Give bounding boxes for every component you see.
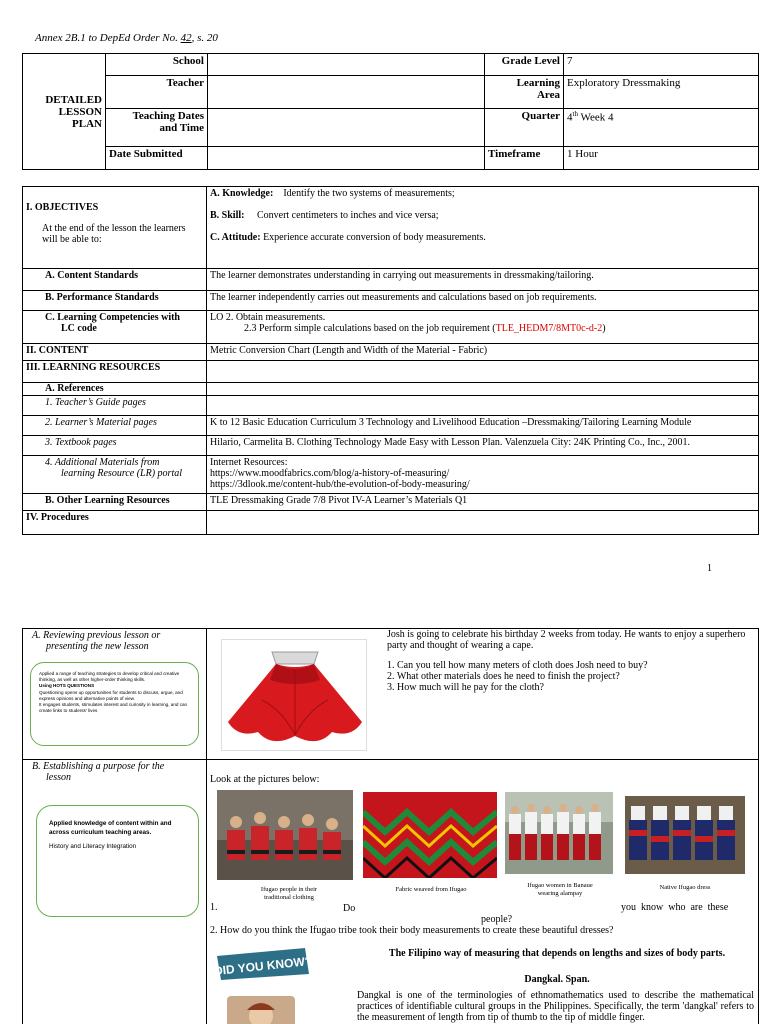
- competencies-value: LO 2. Obtain measurements. 2.3 Perform simple calculations based on the job requirement (TLE_HEDM7/8MT0c-d-2): [207, 311, 759, 344]
- teachers-guide-value: [207, 396, 759, 416]
- question-1-end: people?: [481, 914, 513, 925]
- purpose-content: [207, 760, 759, 1024]
- learners-material-value: K to 12 Basic Education Curriculum 3 Technology and Livelihood Education –Dressmaking/Tailoring Learning Module: [207, 416, 759, 436]
- quarter-value[interactable]: 4th Week 4: [564, 109, 759, 147]
- textbook-label: 3. Textbook pages: [23, 436, 207, 456]
- content-standards-value: The learner demonstrates understanding in carrying out measurements in dressmaking/tailoring.: [207, 269, 759, 291]
- ifugao-people-image: [217, 790, 353, 880]
- other-resources-label: B. Other Learning Resources: [23, 494, 207, 511]
- did-you-know-badge: [215, 946, 311, 982]
- procedures-table: [22, 628, 759, 1024]
- look-prompt: Look at the pictures below:: [210, 774, 320, 785]
- caption-native-dress: Native Ifugao dress: [659, 884, 711, 891]
- teacher-label: Teacher: [106, 76, 208, 109]
- resource-link-2[interactable]: https://3dlook.me/content-hub/the-evolution-of-body-measuring/: [210, 479, 470, 490]
- filipino-heading: The Filipino way of measuring that depends on lengths and sizes of body parts.: [388, 948, 726, 959]
- date-submitted-label: Date Submitted: [106, 147, 208, 170]
- review-cell: [23, 629, 207, 760]
- header-table: [22, 53, 759, 170]
- review-label: A. Reviewing previous lesson or presenting the new lesson: [32, 630, 161, 652]
- annex-reference: Annex 2B.1 to DepEd Order No. 42, s. 20: [35, 32, 218, 44]
- timeframe-value[interactable]: 1 Hour: [564, 147, 759, 170]
- other-resources-value: TLE Dressmaking Grade 7/8 Pivot IV-A Learner’s Materials Q1: [207, 494, 759, 511]
- teachers-guide-label: 1. Teacher’s Guide pages: [23, 396, 207, 416]
- lesson-table: [22, 186, 759, 535]
- teaching-dates-value[interactable]: [208, 109, 485, 147]
- grade-value[interactable]: 7: [564, 54, 759, 76]
- hots-note: Applied a range of teaching strategies to develop critical and creative thinking, as well as other higher-order thinking skills. Using HOTS QUESTIONS Questioning opens up opportunities for students to discuss, argue, and express opinions and alternative points of view. It engages students, stimulates interest and curiosity in learning, and can create links to students' lives: [30, 662, 199, 746]
- ifugao-dress-image: [625, 796, 745, 874]
- resource-link-1[interactable]: https://www.moodfabrics.com/blog/a-history-of-measuring/: [210, 468, 450, 479]
- caption-ifugao-women: Ifugao women in Banaue wearing alampay: [527, 882, 593, 897]
- question-2: 2. How do you think the Ifugao tribe took their body measurements to create these beautiful dresses?: [210, 925, 614, 936]
- objectives-cell: [23, 187, 207, 269]
- page-number: 1: [707, 563, 712, 574]
- additional-materials-label: 4. Additional Materials from learning Resource (LR) portal: [23, 456, 207, 494]
- dangkal-text: Dangkal is one of the terminologies of ethnomathematics used to describe the mathematical practices of identifiable cultural groups in the Philippines. Specifically, the term 'dangkal' refers to the measurement of length from tip of thumb to the tip of middle finger.: [357, 990, 754, 1023]
- competencies-label: C. Learning Competencies with LC code: [23, 311, 207, 344]
- references-label: A. References: [23, 383, 207, 396]
- question-1-text: you know who are these: [621, 902, 729, 913]
- content-value: Metric Conversion Chart (Length and Width of the Material - Fabric): [207, 344, 759, 361]
- dangkal-heading: Dangkal. Span.: [524, 974, 590, 985]
- caption-fabric: Fabric weaved from Ifugao: [395, 886, 467, 893]
- cape-image: [221, 639, 367, 751]
- quarter-label: Quarter: [485, 109, 564, 147]
- school-label: School: [106, 54, 208, 76]
- grade-label: Grade Level: [485, 54, 564, 76]
- performance-standards-value: The learner independently carries out measurements and calculations based on job requirements.: [207, 291, 759, 311]
- lc-code: TLE_HEDM7/8MT0c-d-2: [495, 323, 603, 334]
- question-1-number: 1.: [210, 902, 218, 913]
- purpose-label: B. Establishing a purpose for the lesson: [32, 761, 165, 783]
- illustration-image: [227, 996, 295, 1024]
- review-text: Josh is going to celebrate his birthday 2 weeks from today. He wants to enjoy a superhero party and thought of wearing a cape. 1. Can you tell how many meters of cloth does Josh need to buy? 2. What other materials does he need to finish the project? 3. How much will he pay for the cloth?: [387, 629, 746, 693]
- svg-text:DID YOU KNOW?: DID YOU KNOW?: [215, 953, 311, 979]
- learners-material-label: 2. Learner’s Material pages: [23, 416, 207, 436]
- ifugao-women-image: [505, 792, 613, 874]
- learning-area-label: Learning Area: [485, 76, 564, 109]
- teacher-value[interactable]: [208, 76, 485, 109]
- textbook-value: Hilario, Carmelita B. Clothing Technology Made Easy with Lesson Plan. Valenzuela City: 24K Printing Co., Inc., 2001.: [207, 436, 759, 456]
- purpose-cell: [23, 760, 207, 1024]
- lesson-plan-title: DETAILED LESSON PLAN: [23, 54, 106, 170]
- performance-standards-label: B. Performance Standards: [23, 291, 207, 311]
- review-content: [207, 629, 759, 760]
- learning-area-value[interactable]: Exploratory Dressmaking: [564, 76, 759, 109]
- content-standards-label: A. Content Standards: [23, 269, 207, 291]
- ifugao-fabric-image: [363, 792, 497, 878]
- procedures-label: IV. Procedures: [23, 511, 207, 535]
- integration-note: Applied knowledge of content within and across curriculum teaching areas. History and Literacy Integration: [36, 805, 199, 917]
- additional-materials-value: Internet Resources: https://www.moodfabrics.com/blog/a-history-of-measuring/ https://3dlook.me/content-hub/the-evolution-of-body-measuring/: [207, 456, 759, 494]
- school-value[interactable]: [208, 54, 485, 76]
- objectives-intro: At the end of the lesson the learners will be able to:: [42, 223, 186, 245]
- teaching-dates-label: Teaching Dates and Time: [106, 109, 208, 147]
- order-number: 42: [180, 32, 192, 44]
- learning-resources-label: III. LEARNING RESOURCES: [23, 361, 207, 383]
- content-label: II. CONTENT: [23, 344, 207, 361]
- objectives-heading: I. OBJECTIVES: [26, 202, 99, 213]
- date-submitted-value[interactable]: [208, 147, 485, 170]
- caption-ifugao-people: Ifugao people in their traditional clothing: [260, 886, 318, 901]
- objectives-list: A. Knowledge: Identify the two systems of measurements; B. Skill: Convert centimeters to inches and vice versa; C. Attitude: Experience accurate conversion of body measurements.: [207, 187, 759, 269]
- timeframe-label: Timeframe: [485, 147, 564, 170]
- question-1-do: Do: [343, 903, 356, 914]
